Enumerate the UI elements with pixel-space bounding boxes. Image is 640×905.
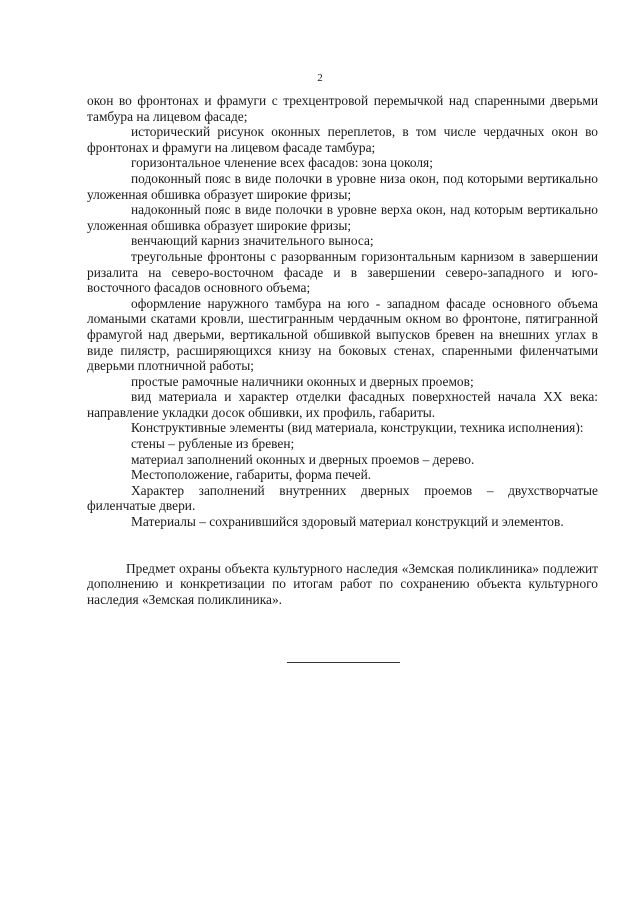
paragraph-fill-material: материал заполнений оконных и дверных проемов – дерево. xyxy=(131,451,475,467)
page-number: 2 xyxy=(317,72,323,84)
paragraph-platbands: простые рамочные наличники оконных и дверных проемов; xyxy=(131,373,474,389)
paragraph-materials: Материалы – сохранившийся здоровый материал конструкций и элементов. xyxy=(131,514,564,530)
paragraph-window-frames: исторический рисунок оконных переплетов, в том числе чердачных окон во фронтонах и фрамуги на лицевом фасаде тамбура; xyxy=(87,124,598,155)
paragraph-interior-doors: Характер заполнений внутренних дверных проемов – двухстворчатые филенчатые двери. xyxy=(87,482,598,514)
paragraph-windows-continued: окон во фронтонах и фрамуги с трехцентровой перемычкой над спаренными дверьми тамбура на лицевом фасаде; xyxy=(87,93,598,124)
paragraph-cornice: венчающий карниз значительного выноса; xyxy=(131,233,374,249)
paragraph-vestibule: оформление наружного тамбура на юго - западном фасаде основного объема ломаными скатами кровли, шестигранным чердачным окном во фронтоне, пятигранной фрамугой над дверьми, вертикальной обшивкой выпусков бревен на внешних углах в виде пилястр, расширяющихся книзу на боковых стенах, спаренными филенчатыми дверьми плотничной работы; xyxy=(87,295,598,374)
paragraph-lintel-belt: надоконный пояс в виде полочки в уровне верха окон, над которым вертикально уложенная обшивка образует широкие фризы; xyxy=(87,202,598,233)
end-rule xyxy=(287,662,400,663)
paragraph-pediments: треугольные фронтоны с разорванным горизонтальным карнизом в завершении ризалита на северо-восточном фасаде и в завершении северо-западного и юго-восточного фасадов основного объема; xyxy=(87,248,598,296)
paragraph-walls: стены – рубленые из бревен; xyxy=(131,436,295,452)
document-body xyxy=(87,93,598,607)
paragraph-horizontal-division: горизонтальное членение всех фасадов: зона цоколя; xyxy=(131,155,433,171)
paragraph-sill-belt: подоконный пояс в виде полочки в уровне низа окон, под которыми вертикально уложенная обшивка образует широкие фризы; xyxy=(87,170,598,202)
paragraph-structural-elements: Конструктивные элементы (вид материала, конструкции, техника исполнения): xyxy=(131,420,584,436)
paragraph-gap xyxy=(87,530,598,561)
paragraph-stoves: Местоположение, габариты, форма печей. xyxy=(131,467,372,483)
paragraph-facade-finish: вид материала и характер отделки фасадных поверхностей начала XX века: направление укладки досок обшивки, их профиль, габариты. xyxy=(87,389,598,420)
paragraph-protection-subject: Предмет охраны объекта культурного наследия «Земская поликлиника» подлежит дополнению и конкретизации по итогам работ по сохранению объекта культурного наследия «Земская поликлиника». xyxy=(87,560,598,607)
